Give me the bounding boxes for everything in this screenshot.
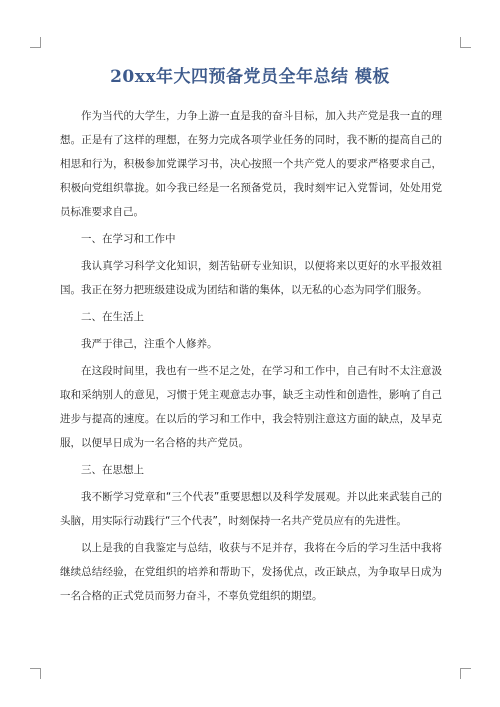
paragraph-life-discipline: 我严于律己，注重个人修养。 [81, 338, 218, 350]
crop-mark-top-right [460, 37, 471, 48]
paragraph-conclusion: 以上是我的自我鉴定与总结，收获与不足并存，我将在今后的学习生活中我将继续总结经验，在党组织的培养和帮助下，发扬优点，改正缺点，为争取早日成为一名合格的正式党员而努力奋斗，不辜负党组织的期望。 [60, 542, 442, 602]
section-heading-thought: 三、在思想上 [81, 464, 144, 476]
crop-mark-bottom-right [460, 668, 471, 679]
crop-mark-top-left [30, 37, 41, 48]
crop-mark-bottom-left [30, 668, 41, 679]
paragraph-intro: 作为当代的大学生，力争上游一直是我的奋斗目标，加入共产党是我一直的理想。正是有了这样的理想，在努力完成各项学业任务的同时，我不断的提高自己的相思和行为，积极参加党课学习书，决心按照一个共产党人的要求严格要求自己，积极向党组织靠拢。如今我已经是一名预备党员，我时刻牢记入党誓词，处处用党员标准要求自己。 [60, 110, 442, 218]
paragraph-study-work: 我认真学习科学文化知识，刻苦钻研专业知识，以便将来以更好的水平报效祖国。我正在努力把班级建设成为团结和谐的集体，以无私的心态为同学们服务。 [60, 260, 442, 296]
section-heading-life: 二、在生活上 [81, 311, 144, 323]
document-title: 20xx年大四预备党员全年总结 模板 [110, 67, 390, 87]
document-body [60, 104, 442, 611]
paragraph-life-shortcomings: 在这段时间里，我也有一些不足之处，在学习和工作中，自己有时不太注意汲取和采纳别人的意见，习惯于凭主观意志办事，缺乏主动性和创造性，影响了自己进步与提高的速度。在以后的学习和工作中，我会特别注意这方面的缺点，及早克服，以便早日成为一名合格的共产党员。 [60, 365, 442, 449]
section-heading-study-work: 一、在学习和工作中 [81, 233, 176, 245]
paragraph-thought: 我不断学习党章和“三个代表”重要思想以及科学发展观。并以此来武装自己的头脑，用实际行动践行“三个代表”，时刻保持一名共产党员应有的先进性。 [60, 491, 442, 527]
